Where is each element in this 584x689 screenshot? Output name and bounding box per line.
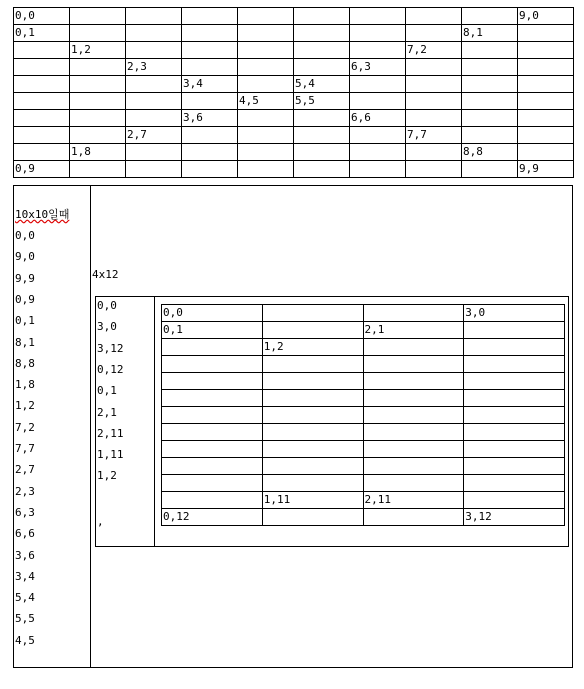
grid-cell: 0,1 [162, 322, 263, 339]
grid-cell [126, 93, 182, 110]
grid-row [162, 441, 565, 458]
grid-cell [462, 42, 518, 59]
grid-4x12 [161, 304, 565, 526]
grid-cell: 0,0 [162, 305, 263, 322]
list-item: 9,9 [15, 271, 35, 285]
grid-cell [406, 59, 462, 76]
grid-row [162, 305, 565, 322]
grid-cell [518, 76, 574, 93]
grid-cell [464, 373, 565, 390]
grid-cell [294, 161, 350, 178]
grid-row [14, 59, 574, 76]
grid-cell: 1,8 [70, 144, 126, 161]
grid-cell [238, 127, 294, 144]
grid-cell [162, 339, 263, 356]
grid-cell [238, 110, 294, 127]
grid-cell: 0,1 [14, 25, 70, 42]
list-item: 0,1 [97, 384, 117, 398]
list-trailing-mark: , [97, 515, 104, 528]
grid-cell [126, 8, 182, 25]
grid-cell [14, 110, 70, 127]
outer-frame [13, 185, 573, 668]
list-item: 0,12 [97, 362, 124, 376]
grid-cell: 5,4 [294, 76, 350, 93]
grid-cell: 0,9 [14, 161, 70, 178]
grid-cell [70, 93, 126, 110]
grid-cell [406, 25, 462, 42]
grid-row [162, 458, 565, 475]
grid-cell [464, 424, 565, 441]
grid-cell [182, 25, 238, 42]
grid-cell [464, 356, 565, 373]
grid-cell [518, 25, 574, 42]
grid-row [14, 161, 574, 178]
grid-cell: 6,6 [350, 110, 406, 127]
list-item: 1,2 [15, 399, 35, 413]
grid-cell [363, 475, 464, 492]
grid-cell [238, 25, 294, 42]
grid-cell [14, 144, 70, 161]
grid-cell [518, 110, 574, 127]
list-item: 8,1 [15, 335, 35, 349]
grid-row [162, 322, 565, 339]
grid-cell [238, 8, 294, 25]
grid-cell: 0,0 [14, 8, 70, 25]
inner-frame [95, 296, 569, 547]
grid-cell [294, 59, 350, 76]
grid-cell [14, 76, 70, 93]
left-coordinate-list [14, 186, 91, 667]
list-item: 2,3 [15, 484, 35, 498]
grid-cell: 8,1 [462, 25, 518, 42]
grid-cell [464, 475, 565, 492]
list-item: 3,12 [97, 341, 124, 355]
grid-cell [462, 93, 518, 110]
grid-cell [350, 8, 406, 25]
grid-cell [462, 110, 518, 127]
grid-cell [518, 127, 574, 144]
grid-row [162, 509, 565, 526]
grid-cell [162, 458, 263, 475]
grid-cell [350, 76, 406, 93]
grid-cell [350, 93, 406, 110]
grid-cell [126, 42, 182, 59]
grid-cell: 9,9 [518, 161, 574, 178]
grid-cell [182, 127, 238, 144]
grid-cell [126, 76, 182, 93]
grid-row [162, 339, 565, 356]
list-item: 8,8 [15, 356, 35, 370]
grid-cell: 5,5 [294, 93, 350, 110]
grid-cell [350, 144, 406, 161]
grid-cell [262, 441, 363, 458]
list-item: 1,11 [97, 448, 124, 462]
grid-cell [294, 144, 350, 161]
list-item: 7,2 [15, 420, 35, 434]
grid-cell [162, 356, 263, 373]
grid-cell [238, 161, 294, 178]
grid-cell [350, 161, 406, 178]
grid-cell [262, 458, 363, 475]
grid-cell [126, 161, 182, 178]
list-item: 2,7 [15, 463, 35, 477]
list-item: 4,5 [15, 633, 35, 647]
grid-cell [70, 8, 126, 25]
list-item: 0,9 [15, 292, 35, 306]
grid-cell [406, 144, 462, 161]
grid-cell [363, 441, 464, 458]
grid-cell [464, 458, 565, 475]
grid-cell [462, 8, 518, 25]
grid-cell [406, 76, 462, 93]
grid-cell [464, 441, 565, 458]
grid-cell [518, 144, 574, 161]
grid-cell [70, 25, 126, 42]
grid-cell [294, 110, 350, 127]
inner-coordinate-list [96, 297, 155, 546]
grid-cell: 3,12 [464, 509, 565, 526]
grid-row [162, 492, 565, 509]
grid-cell [406, 8, 462, 25]
grid-cell [262, 509, 363, 526]
grid-cell [262, 475, 363, 492]
grid-cell: 6,3 [350, 59, 406, 76]
grid-cell: 3,4 [182, 76, 238, 93]
list-title: 10x10일때 [15, 208, 70, 221]
list-item: 7,7 [15, 442, 35, 455]
grid-cell [14, 59, 70, 76]
grid-cell [162, 492, 263, 509]
grid-cell: 4,5 [238, 93, 294, 110]
grid-cell [70, 76, 126, 93]
grid-cell [126, 110, 182, 127]
grid-cell [126, 144, 182, 161]
grid-cell: 8,8 [462, 144, 518, 161]
list-item: 1,8 [15, 378, 35, 392]
grid-cell [238, 76, 294, 93]
grid-cell: 7,7 [406, 127, 462, 144]
grid-cell [363, 509, 464, 526]
grid-row [14, 110, 574, 127]
list-item: 0,1 [15, 314, 35, 328]
grid-cell [162, 390, 263, 407]
grid-cell [462, 127, 518, 144]
grid-cell: 3,6 [182, 110, 238, 127]
grid-cell [262, 373, 363, 390]
grid-cell [294, 8, 350, 25]
grid-cell [70, 59, 126, 76]
grid-cell [363, 407, 464, 424]
list-item: 6,3 [15, 505, 35, 519]
grid-cell: 1,2 [262, 339, 363, 356]
grid-cell [238, 59, 294, 76]
grid-row [14, 25, 574, 42]
grid-row [162, 373, 565, 390]
grid-cell [182, 59, 238, 76]
grid-10x10 [13, 7, 574, 178]
list-item: 9,0 [15, 250, 35, 264]
grid-cell [262, 407, 363, 424]
list-item: 3,0 [97, 320, 117, 334]
grid-cell: 3,0 [464, 305, 565, 322]
grid-row [14, 42, 574, 59]
grid-cell: 7,2 [406, 42, 462, 59]
grid-cell: 9,0 [518, 8, 574, 25]
grid-cell: 2,11 [363, 492, 464, 509]
grid-cell [70, 161, 126, 178]
grid-cell [262, 390, 363, 407]
grid-cell [363, 356, 464, 373]
grid-cell [182, 93, 238, 110]
list-item: 2,11 [97, 426, 124, 440]
grid-cell [182, 42, 238, 59]
grid-cell [238, 144, 294, 161]
grid-cell [126, 25, 182, 42]
grid-cell [363, 424, 464, 441]
grid-cell [294, 42, 350, 59]
grid-cell [464, 390, 565, 407]
grid-cell [294, 25, 350, 42]
grid-cell [406, 93, 462, 110]
grid-row [14, 127, 574, 144]
grid-cell: 1,2 [70, 42, 126, 59]
grid-cell [350, 127, 406, 144]
grid-cell [70, 127, 126, 144]
grid-cell [363, 458, 464, 475]
grid-cell [406, 110, 462, 127]
label-4x12: 4x12 [92, 268, 119, 281]
grid-cell [518, 93, 574, 110]
grid-cell [14, 127, 70, 144]
grid-cell [464, 407, 565, 424]
grid-cell [262, 305, 363, 322]
grid-cell [363, 339, 464, 356]
grid-cell: 2,7 [126, 127, 182, 144]
grid-cell [462, 59, 518, 76]
list-item: 5,5 [15, 612, 35, 626]
grid-row [14, 8, 574, 25]
grid-cell [363, 305, 464, 322]
grid-row [162, 424, 565, 441]
grid-cell [363, 373, 464, 390]
list-item: 3,4 [15, 569, 35, 583]
grid-cell [350, 25, 406, 42]
grid-cell [162, 441, 263, 458]
grid-cell [462, 161, 518, 178]
grid-cell [162, 424, 263, 441]
grid-cell [238, 42, 294, 59]
grid-cell [464, 339, 565, 356]
grid-cell [182, 144, 238, 161]
grid-cell [363, 390, 464, 407]
list-item: 6,6 [15, 527, 35, 541]
grid-cell [518, 42, 574, 59]
grid-cell [262, 424, 363, 441]
grid-cell: 2,3 [126, 59, 182, 76]
grid-cell: 1,11 [262, 492, 363, 509]
grid-row [162, 390, 565, 407]
grid-cell [406, 161, 462, 178]
list-item: 0,0 [15, 229, 35, 242]
grid-cell [350, 42, 406, 59]
grid-cell [464, 492, 565, 509]
grid-cell [518, 59, 574, 76]
list-item: 5,4 [15, 591, 35, 605]
list-item: 3,6 [15, 548, 35, 562]
grid-row [162, 356, 565, 373]
grid-cell [14, 42, 70, 59]
grid-cell [262, 356, 363, 373]
grid-cell [464, 322, 565, 339]
grid-row [162, 407, 565, 424]
grid-cell [162, 373, 263, 390]
grid-row [162, 475, 565, 492]
grid-cell [162, 475, 263, 492]
list-item: 0,0 [97, 299, 117, 312]
grid-cell [262, 322, 363, 339]
grid-row [14, 76, 574, 93]
grid-cell [70, 110, 126, 127]
list-item: 1,2 [97, 469, 117, 483]
grid-cell: 2,1 [363, 322, 464, 339]
grid-cell [182, 161, 238, 178]
grid-cell [182, 8, 238, 25]
grid-cell [14, 93, 70, 110]
grid-cell: 0,12 [162, 509, 263, 526]
grid-cell [162, 407, 263, 424]
grid-cell [462, 76, 518, 93]
list-item: 2,1 [97, 405, 117, 419]
grid-row [14, 93, 574, 110]
grid-cell [294, 127, 350, 144]
grid-row [14, 144, 574, 161]
